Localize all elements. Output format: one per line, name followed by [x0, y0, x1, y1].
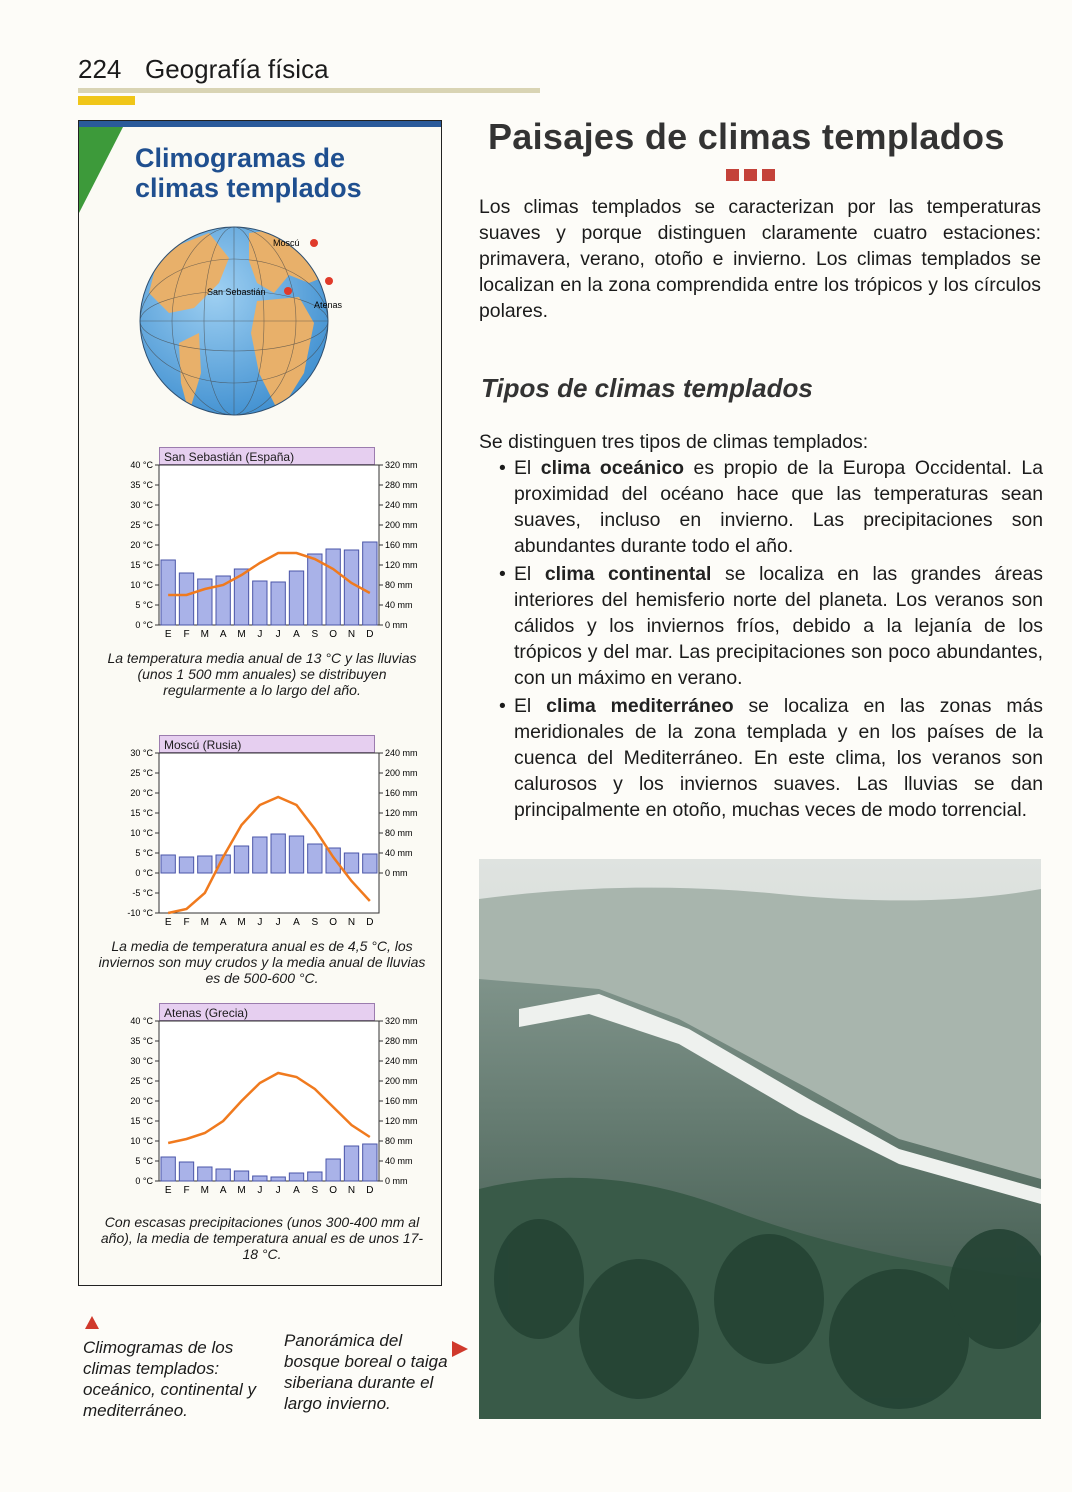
month-label: F — [183, 917, 190, 928]
climate-types-list — [497, 455, 1043, 825]
list-item: • El clima oceánico es propio de la Europa Occidental. La proximidad del océano hace que las temperaturas sean suaves, incluso en invierno. Las precipitaciones son abundantes durante todo el año. — [497, 455, 1043, 559]
climograms-caption: Climogramas de los climas templados: oceánico, continental y mediterráneo. — [83, 1338, 256, 1420]
month-label: A — [219, 1185, 227, 1196]
y-right-tick-label: 120 mm — [385, 808, 418, 818]
month-label: M — [237, 1185, 246, 1196]
san-sebastian-marker — [284, 287, 292, 295]
chart-title: Atenas (Grecia) — [159, 1003, 375, 1021]
precipitation-bar — [253, 1176, 267, 1181]
precipitation-bar — [289, 1173, 303, 1181]
y-left-tick-label: 35 °C — [130, 1036, 153, 1046]
main-title: Paisajes de climas templados — [488, 116, 1005, 157]
month-label: N — [347, 629, 356, 640]
month-label: J — [275, 629, 281, 640]
precipitation-bar — [326, 549, 340, 625]
y-left-tick-label: 25 °C — [130, 520, 153, 530]
month-label: D — [366, 917, 374, 928]
precipitation-bar — [271, 834, 285, 873]
y-right-tick-label: 320 mm — [385, 460, 418, 470]
list-item: • El clima mediterráneo se localiza en las zonas más meridionales de la zona templada y en los países de la cuenca del Mediterráneo. En este clima, los veranos son calurosos y los inviernos suaves. Las lluvias se dan principalmente en otoño, muchas veces de modo torrencial. — [497, 693, 1043, 823]
precipitation-bar — [326, 1159, 340, 1181]
month-label: E — [164, 629, 172, 640]
y-right-tick-label: 40 mm — [385, 600, 413, 610]
chart-svg — [97, 1003, 427, 1203]
precipitation-bar — [253, 581, 267, 625]
plot-area — [159, 753, 379, 913]
y-right-tick-label: 80 mm — [385, 828, 413, 838]
month-label: A — [293, 1185, 300, 1196]
month-label: O — [329, 917, 338, 928]
y-left-tick-label: 30 °C — [130, 748, 153, 758]
month-label: N — [347, 917, 356, 928]
y-right-tick-label: 80 mm — [385, 580, 413, 590]
chart-svg — [97, 735, 427, 935]
header-accent-bar — [78, 96, 135, 105]
month-label: M — [200, 629, 210, 640]
y-left-tick-label: 10 °C — [130, 580, 153, 590]
y-left-tick-label: 5 °C — [135, 600, 153, 610]
month-label: D — [366, 1185, 374, 1196]
y-left-tick-label: 0 °C — [135, 620, 153, 630]
y-right-tick-label: 40 mm — [385, 1156, 413, 1166]
precipitation-bar — [161, 1157, 175, 1181]
y-left-tick-label: 5 °C — [135, 1156, 153, 1166]
precipitation-bar — [363, 854, 377, 873]
header-rule — [78, 88, 540, 93]
globe-map — [139, 213, 384, 433]
sidebar-title — [135, 143, 435, 203]
y-right-tick-label: 240 mm — [385, 748, 418, 758]
section-heading: Tipos de climas templados — [481, 373, 813, 403]
precipitation-bar — [363, 542, 377, 625]
precipitation-bar — [161, 560, 175, 625]
y-right-tick-label: 160 mm — [385, 1096, 418, 1106]
chart-title: Moscú (Rusia) — [159, 735, 375, 753]
y-left-tick-label: 15 °C — [130, 808, 153, 818]
y-right-tick-label: 160 mm — [385, 540, 418, 550]
y-left-tick-label: 20 °C — [130, 1096, 153, 1106]
month-label: J — [257, 629, 263, 640]
y-right-tick-label: 40 mm — [385, 848, 413, 858]
y-left-tick-label: 20 °C — [130, 788, 153, 798]
precipitation-bar — [179, 857, 193, 873]
precipitation-bar — [198, 1167, 212, 1181]
climate-term: clima oceánico — [540, 457, 684, 479]
types-intro: Se distinguen tres tipos de climas templados: — [479, 431, 869, 453]
sidebar-corner-triangle — [79, 127, 123, 213]
y-left-tick-label: 15 °C — [130, 560, 153, 570]
precipitation-bar — [326, 848, 340, 873]
title-decoration — [726, 168, 780, 186]
month-label: M — [237, 629, 246, 640]
y-left-tick-label: 35 °C — [130, 480, 153, 490]
month-label: J — [275, 917, 281, 928]
decoration-square — [726, 169, 739, 181]
y-left-tick-label: 25 °C — [130, 768, 153, 778]
month-label: A — [219, 629, 227, 640]
y-left-tick-label: 0 °C — [135, 868, 153, 878]
month-label: J — [257, 1185, 263, 1196]
month-label: A — [293, 629, 300, 640]
sidebar-top-bar — [79, 121, 441, 127]
month-label: M — [237, 917, 246, 928]
taiga-photo — [479, 859, 1041, 1419]
y-right-tick-label: 0 mm — [385, 620, 408, 630]
y-left-tick-label: 40 °C — [130, 1016, 153, 1026]
decoration-square — [762, 169, 775, 181]
y-left-tick-label: 25 °C — [130, 1076, 153, 1086]
month-label: D — [366, 629, 374, 640]
photo-caption: Panorámica del bosque boreal o taiga siberiana durante el largo invierno. — [284, 1331, 448, 1413]
month-label: O — [329, 629, 338, 640]
precipitation-bar — [179, 1162, 193, 1181]
y-right-tick-label: 160 mm — [385, 788, 418, 798]
list-item: • El clima continental se localiza en las grandes áreas interiores del hemisferio norte del planeta. Los veranos son cálidos y los inviernos fríos, debido a la lejanía de los trópicos y del mar. Las precipitaciones son poco abundantes, con un máximo en verano. — [497, 561, 1043, 691]
chart-caption: Con escasas precipitaciones (unos 300-400 mm al año), la media de temperatura anual es de unos 17-18 °C. — [100, 1214, 424, 1262]
y-right-tick-label: 280 mm — [385, 480, 418, 490]
month-label: E — [164, 917, 172, 928]
y-left-tick-label: -10 °C — [127, 908, 153, 918]
month-label: A — [293, 917, 300, 928]
y-left-tick-label: 5 °C — [135, 848, 153, 858]
chart-svg — [97, 447, 427, 647]
precipitation-bar — [234, 1171, 248, 1181]
globe-label-athens: Atenas — [314, 300, 343, 310]
month-label: S — [311, 629, 319, 640]
y-right-tick-label: 240 mm — [385, 500, 418, 510]
globe-label-moscow: Moscú — [273, 238, 300, 248]
y-left-tick-label: 40 °C — [130, 460, 153, 470]
precipitation-bar — [308, 1172, 322, 1181]
precipitation-bar — [161, 855, 175, 873]
triangle-up-icon — [85, 1316, 99, 1329]
y-right-tick-label: 280 mm — [385, 1036, 418, 1046]
y-left-tick-label: 30 °C — [130, 1056, 153, 1066]
climate-term: clima mediterráneo — [546, 695, 734, 717]
y-right-tick-label: 0 mm — [385, 1176, 408, 1186]
y-right-tick-label: 200 mm — [385, 1076, 418, 1086]
sidebar-title-line-2: climas templados — [135, 173, 362, 203]
sidebar-title-line-1: Climogramas de — [135, 143, 346, 173]
triangle-right-icon — [452, 1341, 468, 1357]
y-left-tick-label: -5 °C — [132, 888, 153, 898]
month-label: A — [219, 917, 227, 928]
decoration-square — [744, 169, 757, 181]
climograms-sidebar — [78, 120, 442, 1286]
precipitation-bar — [344, 1146, 358, 1181]
month-label: J — [257, 917, 263, 928]
precipitation-bar — [216, 1169, 230, 1181]
athens-marker — [325, 277, 333, 285]
month-label: N — [347, 1185, 356, 1196]
precipitation-bar — [179, 573, 193, 625]
precipitation-bar — [363, 1144, 377, 1181]
month-label: F — [183, 1185, 190, 1196]
precipitation-bar — [308, 844, 322, 873]
month-label: O — [329, 1185, 338, 1196]
month-label: E — [164, 1185, 172, 1196]
y-left-tick-label: 20 °C — [130, 540, 153, 550]
month-label: J — [275, 1185, 281, 1196]
month-label: M — [200, 917, 210, 928]
precipitation-bar — [289, 836, 303, 873]
precipitation-bar — [198, 579, 212, 625]
month-label: M — [200, 1185, 210, 1196]
y-right-tick-label: 0 mm — [385, 868, 408, 878]
y-left-tick-label: 30 °C — [130, 500, 153, 510]
climate-term: clima continental — [544, 563, 712, 585]
precipitation-bar — [289, 571, 303, 625]
chart-title: San Sebastián (España) — [159, 447, 375, 465]
precipitation-bar — [253, 837, 267, 873]
y-right-tick-label: 200 mm — [385, 768, 418, 778]
month-label: F — [183, 629, 190, 640]
y-right-tick-label: 240 mm — [385, 1056, 418, 1066]
precipitation-bar — [344, 550, 358, 625]
y-right-tick-label: 120 mm — [385, 560, 418, 570]
page-number: 224 — [78, 54, 122, 84]
precipitation-bar — [198, 856, 212, 873]
moscow-marker — [310, 239, 318, 247]
y-left-tick-label: 15 °C — [130, 1116, 153, 1126]
y-right-tick-label: 120 mm — [385, 1116, 418, 1126]
y-right-tick-label: 200 mm — [385, 520, 418, 530]
month-label: S — [311, 1185, 319, 1196]
intro-paragraph: Los climas templados se caracterizan por las temperaturas suaves y porque distinguen claramente cuatro estaciones: primavera, verano, otoño e invierno. Los climas templados se localizan en la zona comprendida entre los trópicos y los círculos polares. — [479, 196, 1041, 322]
precipitation-bar — [271, 582, 285, 625]
precipitation-bar — [271, 1177, 285, 1181]
y-right-tick-label: 80 mm — [385, 1136, 413, 1146]
chart-caption: La temperatura media anual de 13 °C y las lluvias (unos 1 500 mm anuales) se distribuyen regularmente a lo largo del año. — [107, 650, 417, 698]
precipitation-bar — [308, 554, 322, 625]
y-left-tick-label: 0 °C — [135, 1176, 153, 1186]
globe-label-san-sebastian: San Sebastián — [207, 287, 266, 297]
precipitation-bar — [344, 853, 358, 873]
month-label: S — [311, 917, 319, 928]
precipitation-bar — [234, 846, 248, 873]
y-left-tick-label: 10 °C — [130, 1136, 153, 1146]
y-left-tick-label: 10 °C — [130, 828, 153, 838]
chart-caption: La media de temperatura anual es de 4,5 °C, los inviernos son muy crudos y la media anual de lluvias es de 500-600 °C. — [98, 938, 426, 986]
running-title: Geografía física — [145, 54, 329, 84]
y-right-tick-label: 320 mm — [385, 1016, 418, 1026]
